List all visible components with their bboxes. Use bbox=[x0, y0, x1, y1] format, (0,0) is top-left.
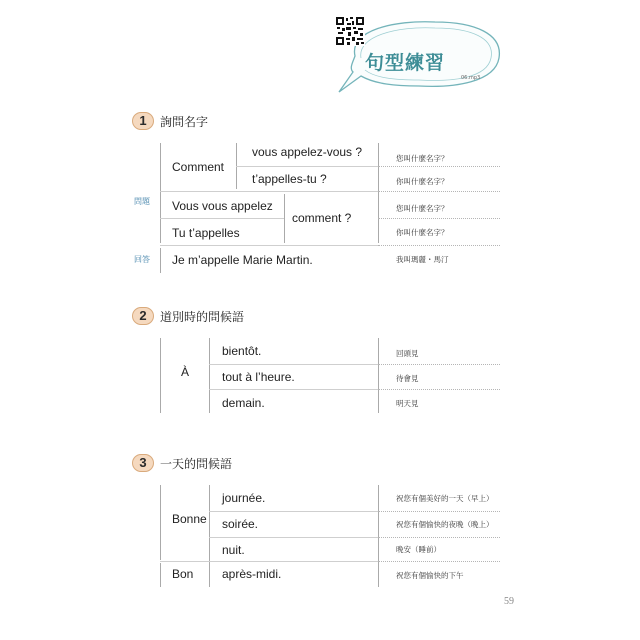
section-title: 一天的問候語 bbox=[160, 456, 233, 471]
translation: 祝您有個愉快的下午 bbox=[396, 571, 464, 580]
phrase-vous-vous-appelez: Vous vous appelez bbox=[172, 199, 273, 213]
row-divider bbox=[378, 389, 500, 390]
phrase-answer: Je m’appelle Marie Martin. bbox=[172, 253, 313, 267]
phrase-tappelles-tu: t’appelles-tu ? bbox=[252, 172, 327, 186]
table-divider bbox=[160, 563, 161, 587]
row-divider bbox=[209, 364, 378, 365]
translation: 您叫什麼名字？ bbox=[396, 204, 449, 213]
phrase-vous-appelez-vous: vous appelez-vous ? bbox=[252, 145, 363, 159]
phrase-word: demain. bbox=[222, 396, 265, 410]
row-divider bbox=[378, 218, 500, 219]
row-divider bbox=[236, 166, 378, 167]
phrase-word: après-midi. bbox=[222, 567, 282, 581]
translation: 我叫瑪麗・馬汀 bbox=[396, 255, 449, 264]
translation: 你叫什麼名字？ bbox=[396, 177, 449, 186]
phrase-tu-tappelles: Tu t’appelles bbox=[172, 226, 240, 240]
phrase-lead: Bonne bbox=[172, 512, 207, 526]
section-3-heading bbox=[132, 454, 232, 472]
section-number-badge: 1 bbox=[132, 112, 154, 130]
row-divider bbox=[160, 218, 284, 219]
phrase-lead: À bbox=[181, 365, 190, 379]
row-divider bbox=[209, 389, 378, 390]
translation: 明天見 bbox=[396, 399, 419, 408]
translation: 祝您有個愉快的夜晚（晚上） bbox=[396, 520, 494, 529]
translation: 晚安（睡前） bbox=[396, 545, 441, 554]
phrase-comment: Comment bbox=[172, 160, 225, 174]
row-divider bbox=[378, 245, 500, 246]
qr-code-icon[interactable] bbox=[335, 16, 365, 46]
row-divider bbox=[378, 561, 500, 562]
translation: 回頭見 bbox=[396, 349, 419, 358]
row-divider bbox=[378, 364, 500, 365]
table-divider bbox=[160, 485, 161, 560]
row-divider bbox=[378, 511, 500, 512]
phrase-comment-question: comment ? bbox=[292, 211, 352, 225]
page-number: 59 bbox=[504, 596, 514, 607]
phrase-word: tout à l’heure. bbox=[222, 370, 295, 384]
section-2-heading bbox=[132, 307, 244, 325]
phrase-word: nuit. bbox=[222, 543, 245, 557]
translation: 祝您有個美好的一天（早上） bbox=[396, 494, 494, 503]
table-divider bbox=[160, 338, 161, 413]
translation: 你叫什麼名字？ bbox=[396, 228, 449, 237]
table-divider bbox=[284, 194, 285, 243]
translation: 待會見 bbox=[396, 374, 419, 383]
table-divider bbox=[160, 143, 161, 243]
table-divider bbox=[209, 485, 210, 587]
section-title: 道別時的問候語 bbox=[160, 309, 245, 324]
table-divider bbox=[378, 143, 379, 243]
phrase-lead-2: Bon bbox=[172, 567, 194, 581]
table-divider bbox=[160, 248, 161, 273]
phrase-word: journée. bbox=[222, 491, 266, 505]
row-divider bbox=[378, 191, 500, 192]
title-bubble bbox=[335, 16, 505, 96]
phrase-word: soirée. bbox=[222, 517, 259, 531]
table-divider bbox=[378, 485, 379, 587]
row-divider bbox=[378, 537, 500, 538]
section-title: 詢問名字 bbox=[160, 114, 209, 129]
section-number-badge: 2 bbox=[132, 307, 154, 325]
row-divider bbox=[160, 191, 378, 192]
translation: 您叫什麼名字？ bbox=[396, 154, 449, 163]
question-label: 問題 bbox=[134, 197, 150, 206]
phrase-word: bientôt. bbox=[222, 344, 262, 358]
row-divider bbox=[160, 561, 378, 562]
row-divider bbox=[160, 245, 378, 246]
table-divider bbox=[378, 338, 379, 413]
row-divider bbox=[209, 537, 378, 538]
page-title: 句型練習 bbox=[365, 52, 446, 74]
row-divider bbox=[378, 166, 500, 167]
section-1-heading bbox=[132, 112, 208, 130]
table-divider bbox=[209, 338, 210, 413]
audio-file-caption: 06.mp3 bbox=[461, 75, 481, 81]
answer-label: 回答 bbox=[134, 255, 150, 264]
section-number-badge: 3 bbox=[132, 454, 154, 472]
row-divider bbox=[209, 511, 378, 512]
